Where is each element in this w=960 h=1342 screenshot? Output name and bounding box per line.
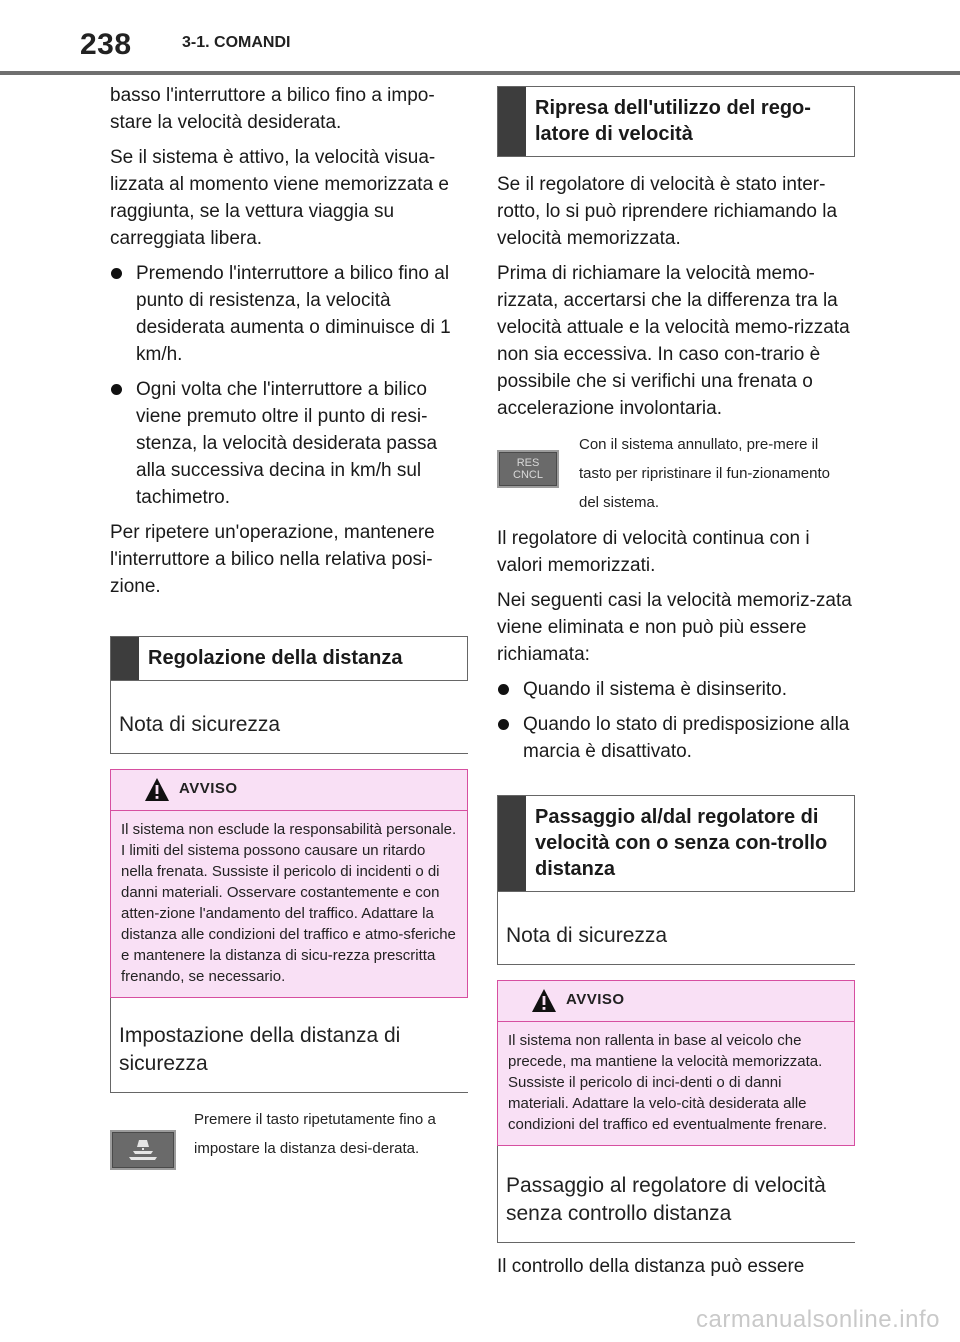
left-column (110, 82, 468, 1170)
list-item-text: Quando il sistema è disinserito. (523, 679, 788, 700)
list-item-text: Premendo l'interruttore a bilico fino al punto di resistenza, la velocità desiderata aumenta o diminuisce di 1 km/h. (136, 263, 451, 365)
heading-bar (498, 87, 526, 156)
warning-label: AVVISO (566, 991, 625, 1008)
warning-label: AVVISO (179, 780, 238, 797)
bullet-icon (111, 384, 122, 395)
section-heading-resume (497, 86, 855, 157)
section-heading-text: Passaggio al/dal regolatore di velocità con o senza con-trollo distanza (535, 806, 828, 880)
page-number: 238 (80, 28, 132, 61)
paragraph: Per ripetere un'operazione, mantenere l'interruttore a bilico nella relativa posi-zione. (110, 522, 435, 597)
right-column (497, 82, 855, 1288)
header-divider (0, 71, 960, 75)
paragraph: Prima di richiamare la velocità memo-rizzata, accertarsi che la differenza tra la velocità attuale e la velocità memo-rizzata non sia eccessiva. In caso con-trario è possibile che si verifichi una frenata o accelerazione involontaria. (497, 263, 850, 419)
distance-button-icon (110, 1130, 176, 1170)
paragraph: Se il sistema è attivo, la velocità visua-lizzata al momento viene memorizzata e raggiunta, se la vettura viaggia su carreggiata libera. (110, 147, 449, 249)
bullet-list (497, 676, 855, 765)
safety-note-heading: Nota di sicurezza (497, 892, 855, 965)
bullet-icon (111, 268, 122, 279)
distance-instruction (110, 1105, 468, 1170)
paragraph: Il regolatore di velocità continua con i valori memorizzati. (497, 528, 810, 576)
res-icon-label: RES (516, 457, 540, 469)
warning-triangle-icon (144, 777, 170, 803)
distance-symbol-icon (125, 1137, 161, 1163)
heading-bar (111, 637, 139, 680)
bullet-icon (498, 684, 509, 695)
warning-box (110, 769, 468, 998)
cncl-icon-label: CNCL (513, 469, 543, 481)
switch-subheading: Passaggio al regolatore di velocità senza controllo distanza (497, 1146, 855, 1243)
paragraph: basso l'interruttore a bilico fino a impo-stare la velocità desiderata. (110, 85, 435, 133)
warning-header (498, 981, 854, 1022)
section-heading-switch (497, 795, 855, 892)
res-instruction (497, 430, 855, 517)
warning-box (497, 980, 855, 1146)
list-item (497, 676, 855, 703)
list-item (497, 711, 855, 765)
section-heading-text: Ripresa dell'utilizzo del rego-latore di velocità (535, 97, 811, 145)
res-instruction-text: Con il sistema annullato, pre-mere il tasto per ripristinare il fun-zionamento del sistema. (579, 436, 830, 511)
list-item (110, 376, 468, 511)
section-heading-distance (110, 636, 468, 681)
warning-triangle-icon (531, 988, 557, 1014)
distance-instruction-text: Premere il tasto ripetutamente fino a impostare la distanza desi-derata. (194, 1111, 436, 1157)
paragraph: Il controllo della distanza può essere (497, 1256, 805, 1277)
page-header (0, 0, 960, 76)
watermark: carmanualsonline.info (696, 1306, 940, 1333)
warning-header (111, 770, 467, 811)
heading-bar (498, 796, 526, 891)
bullet-list (110, 260, 468, 511)
warning-text: Il sistema non esclude la responsabilità personale. I limiti del sistema possono causare un ritardo nella frenata. Sussiste il pericolo di incidenti o di danni materiali. Osservare costantemente e con atten-zione l'andamento del traffico. Adattare la distanza alle condizioni del traffico e atmo-sferiche e mantenere la distanza di sicu-rezza prescritta frenando, se necessario. (121, 821, 457, 985)
setting-subheading: Impostazione della distanza di sicurezza (110, 998, 468, 1093)
paragraph: Nei seguenti casi la velocità memoriz-zata viene eliminata e non può più essere richiamata: (497, 590, 852, 665)
paragraph: Se il regolatore di velocità è stato inter-rotto, lo si può riprendere richiamando la velocità memorizzata. (497, 174, 838, 249)
warning-text: Il sistema non rallenta in base al veicolo che precede, ma mantiene la velocità memorizzata. Sussiste il pericolo di inci-denti o di danni materiali. Adattare la velo-cità desiderata alle condizioni del traffico ed eventualmente frenare. (508, 1032, 828, 1133)
list-item-text: Ogni volta che l'interruttore a bilico viene premuto oltre il punto di resi-stenza, la velocità desiderata passa alla successiva decina in km/h sul tachimetro. (136, 379, 438, 508)
section-heading-text: Regolazione della distanza (148, 647, 403, 669)
res-cncl-button-icon (497, 450, 559, 488)
section-title: 3-1. COMANDI (182, 34, 291, 51)
safety-note-heading: Nota di sicurezza (110, 681, 468, 754)
bullet-icon (498, 719, 509, 730)
list-item-text: Quando lo stato di predisposizione alla marcia è disattivato. (523, 714, 850, 762)
list-item (110, 260, 468, 368)
